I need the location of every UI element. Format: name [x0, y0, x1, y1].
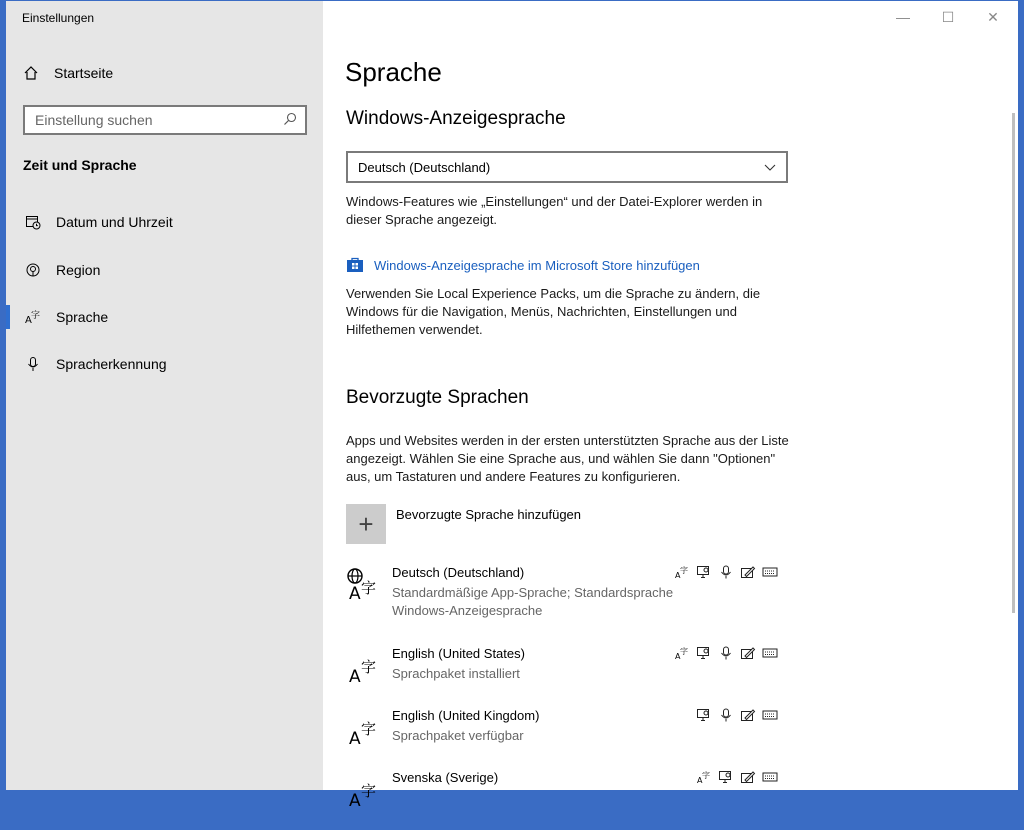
language-status: Sprachpaket verfügbar: [392, 728, 524, 743]
speech-icon: [718, 770, 734, 784]
handwriting-icon: [740, 708, 756, 722]
svg-text:A: A: [349, 584, 361, 604]
sidebar-item-label: Region: [56, 262, 101, 278]
svg-text:字: 字: [680, 566, 688, 575]
language-name: Deutsch (Deutschland): [392, 565, 525, 580]
sidebar-item-label: Datum und Uhrzeit: [56, 214, 173, 230]
microphone-icon: [718, 708, 734, 722]
store-icon: [346, 257, 364, 273]
microphone-icon: [718, 565, 734, 579]
svg-text:A: A: [25, 315, 32, 326]
section-title: Zeit und Sprache: [23, 157, 137, 173]
store-link[interactable]: [346, 257, 700, 273]
dropdown-value: Deutsch (Deutschland): [358, 159, 491, 175]
language-item-deutsch[interactable]: [346, 565, 786, 625]
microphone-icon: [718, 646, 734, 660]
main-content: [323, 1, 1018, 811]
feature-icons: [696, 770, 778, 784]
handwriting-icon: [740, 770, 756, 784]
language-item-english-us[interactable]: [346, 646, 786, 706]
svg-text:A: A: [349, 667, 361, 687]
svg-text:A: A: [697, 776, 703, 785]
language-pack-icon: [674, 565, 690, 579]
search-input[interactable]: [23, 105, 307, 135]
svg-text:字: 字: [361, 720, 377, 738]
feature-icons: [674, 565, 778, 579]
settings-window: [6, 1, 1018, 811]
home-icon: [22, 64, 40, 82]
svg-text:字: 字: [31, 311, 41, 321]
keyboard-icon: [762, 770, 778, 784]
language-glyph-icon: [346, 772, 382, 811]
display-language-description: Windows-Features wie „Einstellungen“ und der Datei-Explorer werden in dieser Sprache angezeigt.: [346, 194, 763, 227]
calendar-clock-icon: [24, 213, 42, 231]
add-language-button[interactable]: [346, 504, 581, 544]
chevron-down-icon: [764, 160, 776, 175]
preferred-languages-heading: Bevorzugte Sprachen: [346, 387, 529, 408]
svg-text:字: 字: [680, 647, 688, 656]
keyboard-icon: [762, 708, 778, 722]
language-status: [392, 584, 673, 620]
home-nav-item[interactable]: [22, 61, 312, 85]
search-icon: [283, 112, 297, 129]
language-pack-icon: [696, 770, 712, 784]
search-placeholder: Einstellung suchen: [35, 112, 153, 128]
scrollbar[interactable]: [1012, 113, 1015, 613]
svg-text:A: A: [349, 791, 361, 811]
svg-text:A: A: [675, 571, 681, 580]
language-glyph-icon: [346, 648, 382, 687]
plus-icon: +: [346, 504, 386, 544]
page-title: Sprache: [345, 57, 442, 87]
microphone-icon: [24, 355, 42, 373]
store-description: Verwenden Sie Local Experience Packs, um die Sprache zu ändern, die Windows für die Navigation, Menüs, Nachrichten, Einstellungen und Hilfethemen verwendet.: [346, 286, 761, 337]
svg-text:字: 字: [702, 771, 710, 780]
minimize-button[interactable]: —: [896, 9, 910, 25]
sidebar-item-sprache[interactable]: [6, 297, 323, 337]
language-status-line2: Windows-Anzeigesprache: [392, 603, 543, 618]
store-link-label: Windows-Anzeigesprache im Microsoft Store hinzufügen: [374, 257, 700, 273]
sidebar-item-region[interactable]: [6, 250, 323, 290]
svg-text:A: A: [675, 652, 681, 661]
language-glyph-icon: [346, 710, 382, 749]
display-language-heading: Windows-Anzeigesprache: [346, 108, 566, 129]
language-name: English (United Kingdom): [392, 708, 540, 723]
language-name: Svenska (Sverige): [392, 770, 499, 785]
svg-text:字: 字: [361, 579, 377, 597]
speech-icon: [696, 708, 712, 722]
keyboard-icon: [762, 565, 778, 579]
display-language-globe-icon: [346, 567, 382, 603]
handwriting-icon: [740, 646, 756, 660]
maximize-button[interactable]: ☐: [941, 8, 955, 25]
language-item-english-uk[interactable]: [346, 708, 786, 768]
svg-text:字: 字: [361, 782, 377, 800]
language-item-svenska[interactable]: [346, 770, 786, 830]
globe-region-icon: [24, 261, 42, 279]
language-icon: [24, 308, 42, 326]
speech-icon: [696, 646, 712, 660]
sidebar-item-datum-und-uhrzeit[interactable]: [6, 202, 323, 242]
handwriting-icon: [740, 565, 756, 579]
sidebar-item-label: Spracherkennung: [56, 356, 167, 372]
language-status: Sprachpaket installiert: [392, 666, 520, 681]
home-label: Startseite: [54, 65, 114, 81]
preferred-languages-description: Apps und Websites werden in der ersten unterstützten Sprache aus der Liste angezeigt. Wählen Sie eine Sprache aus, und wählen Sie dann "Optionen" aus, um Tastaturen und andere Features zu konfigurieren.: [346, 433, 789, 484]
language-status-line1: Standardmäßige App-Sprache; Standardsprache: [392, 585, 674, 600]
svg-text:A: A: [349, 729, 361, 749]
sidebar-item-spracherkennung[interactable]: [6, 344, 323, 384]
sidebar-item-label: Sprache: [56, 309, 109, 325]
app-title: Einstellungen: [22, 11, 95, 25]
display-language-dropdown[interactable]: [346, 151, 788, 183]
feature-icons: [696, 708, 778, 722]
svg-text:字: 字: [361, 658, 377, 676]
keyboard-icon: [762, 646, 778, 660]
feature-icons: [674, 646, 778, 660]
add-language-label: Bevorzugte Sprache hinzufügen: [396, 507, 582, 522]
speech-icon: [696, 565, 712, 579]
language-name: English (United States): [392, 646, 525, 661]
close-button[interactable]: ✕: [987, 8, 999, 25]
sidebar: [6, 1, 323, 790]
language-pack-icon: [674, 646, 690, 660]
